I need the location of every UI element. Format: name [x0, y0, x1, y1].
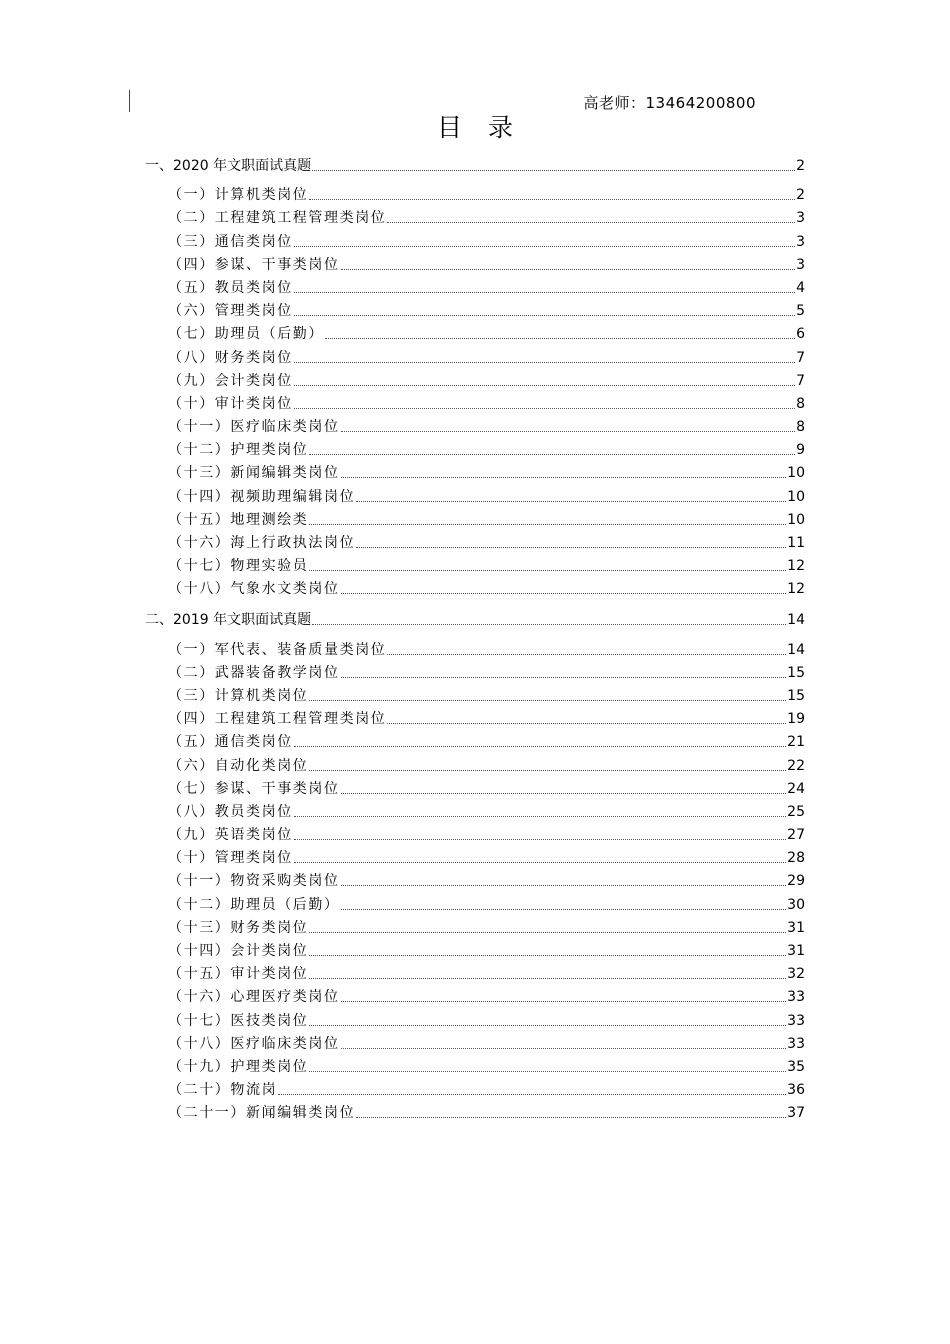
- toc-entry[interactable]: [145, 412, 805, 435]
- toc-entry[interactable]: [145, 866, 805, 889]
- toc-page-number: 4: [796, 279, 805, 296]
- toc-page-number: 24: [787, 780, 805, 797]
- toc-entry-label: （八）财务类岗位: [168, 349, 293, 366]
- toc-entry-label: （五）教员类岗位: [168, 279, 293, 296]
- toc-entry[interactable]: [145, 505, 805, 528]
- toc-entry[interactable]: [145, 889, 805, 912]
- toc-entry[interactable]: [145, 528, 805, 551]
- toc-page-number: 36: [787, 1082, 805, 1099]
- toc-entry[interactable]: [145, 913, 805, 936]
- toc-entry[interactable]: [145, 342, 805, 365]
- toc-page-number: 10: [787, 488, 805, 505]
- toc-page-number: 29: [787, 873, 805, 890]
- toc-entry[interactable]: [145, 634, 805, 657]
- toc-entry-label: （九）英语类岗位: [168, 827, 293, 844]
- toc-page-number: 21: [787, 734, 805, 751]
- toc-entry[interactable]: [145, 1052, 805, 1075]
- toc-dot-leader: [341, 909, 787, 910]
- toc-dot-leader: [356, 1117, 786, 1118]
- toc-entry-label: （三）计算机类岗位: [168, 687, 309, 704]
- toc-dot-leader: [309, 570, 786, 571]
- toc-page-number: 27: [787, 827, 805, 844]
- toc-page-number: 7: [796, 372, 805, 389]
- toc-dot-leader: [309, 978, 786, 979]
- toc-entry[interactable]: [145, 366, 805, 389]
- toc-entry[interactable]: [145, 226, 805, 249]
- toc-entry-label: （十二）助理员（后勤）: [168, 896, 340, 913]
- margin-mark: [129, 90, 130, 112]
- toc-entry[interactable]: [145, 681, 805, 704]
- toc-entry-label: （十八）医疗临床类岗位: [168, 1035, 340, 1052]
- toc-entry[interactable]: [145, 727, 805, 750]
- toc-page-number: 31: [787, 943, 805, 959]
- toc-entry[interactable]: [145, 389, 805, 412]
- toc-entry[interactable]: [145, 250, 805, 273]
- toc-section-heading[interactable]: [145, 150, 805, 174]
- toc-page-number: 2: [796, 158, 805, 174]
- toc-entry-label: （七）助理员（后勤）: [168, 326, 324, 343]
- toc-dot-leader: [309, 524, 786, 525]
- toc-dot-leader: [356, 501, 786, 502]
- toc-entry[interactable]: [145, 658, 805, 681]
- toc-dot-leader: [309, 700, 786, 701]
- toc-page-number: 5: [796, 303, 805, 320]
- toc-page-number: 3: [796, 210, 805, 227]
- toc-dot-leader: [341, 477, 787, 478]
- toc-page-number: 15: [787, 687, 805, 704]
- toc-dot-leader: [294, 246, 795, 247]
- toc-entry-label: （二十）物流岗: [168, 1082, 278, 1099]
- toc-entry-label: （十四）视频助理编辑岗位: [168, 488, 356, 505]
- toc-page-number: 33: [787, 1012, 805, 1029]
- toc-dot-leader: [312, 170, 795, 171]
- toc-entry[interactable]: [145, 820, 805, 843]
- toc-entry[interactable]: [145, 843, 805, 866]
- toc-entry-label: （八）教员类岗位: [168, 803, 293, 820]
- toc-entry-label: （十五）地理测绘类: [168, 511, 309, 528]
- toc-page-number: 12: [787, 558, 805, 575]
- toc-dot-leader: [294, 315, 795, 316]
- toc-entry[interactable]: [145, 296, 805, 319]
- toc-page-number: 15: [787, 664, 805, 681]
- toc-entry[interactable]: [145, 203, 805, 226]
- toc-entry[interactable]: [145, 1098, 805, 1121]
- toc-page-number: 25: [787, 803, 805, 820]
- toc-dot-leader: [309, 1071, 786, 1072]
- toc-dot-leader: [278, 1094, 786, 1095]
- toc-dot-leader: [309, 1025, 786, 1026]
- toc-entry-label: 一、2020 年文职面试真题: [145, 158, 312, 174]
- toc-page-number: 6: [796, 326, 805, 343]
- toc-dot-leader: [341, 269, 795, 270]
- toc-entry[interactable]: [145, 551, 805, 574]
- toc-dot-leader: [387, 222, 795, 223]
- toc-entry-label: （十）管理类岗位: [168, 850, 293, 867]
- toc-dot-leader: [294, 292, 795, 293]
- toc-page-number: 8: [796, 419, 805, 436]
- toc-entry-label: （三）通信类岗位: [168, 233, 293, 250]
- toc-dot-leader: [294, 746, 786, 747]
- toc-page-number: 2: [796, 187, 805, 204]
- toc-entry[interactable]: [145, 273, 805, 296]
- toc-dot-leader: [387, 654, 786, 655]
- toc-entry[interactable]: [145, 1075, 805, 1098]
- toc-section: [145, 150, 805, 597]
- toc-entry-label: （十七）物理实验员: [168, 558, 309, 575]
- toc-dot-leader: [294, 408, 795, 409]
- toc-page-number: 35: [787, 1058, 805, 1075]
- toc-entry[interactable]: [145, 774, 805, 797]
- toc-page-number: 12: [787, 581, 805, 598]
- toc-page-number: 19: [787, 711, 805, 728]
- toc-page-number: 9: [796, 442, 805, 459]
- toc-entry[interactable]: [145, 936, 805, 959]
- toc-dot-leader: [341, 677, 787, 678]
- toc-dot-leader: [294, 862, 786, 863]
- toc-entry[interactable]: [145, 180, 805, 203]
- toc-dot-leader: [309, 454, 795, 455]
- toc-entry[interactable]: [145, 982, 805, 1005]
- toc-page-number: 8: [796, 395, 805, 412]
- toc-dot-leader: [309, 955, 786, 956]
- toc-dot-leader: [341, 593, 787, 594]
- toc-entry[interactable]: [145, 481, 805, 504]
- toc-page-number: 14: [787, 612, 805, 629]
- toc-entry[interactable]: [145, 574, 805, 597]
- toc-entry-label: （十三）财务类岗位: [168, 919, 309, 936]
- toc-entry[interactable]: [145, 797, 805, 820]
- toc-dot-leader: [294, 816, 786, 817]
- toc-entry-label: （一）计算机类岗位: [168, 187, 309, 204]
- page-title: 目录: [436, 113, 539, 142]
- toc-entry[interactable]: [145, 1029, 805, 1052]
- toc-dot-leader: [356, 547, 786, 548]
- toc-page-number: 28: [787, 850, 805, 867]
- toc-entry-label: （十四）会计类岗位: [168, 943, 309, 959]
- toc-entry-label: （十一）物资采购类岗位: [168, 873, 340, 890]
- toc-dot-leader: [387, 723, 786, 724]
- toc-entry-label: （十二）护理类岗位: [168, 442, 309, 459]
- toc-page-number: 22: [787, 757, 805, 774]
- toc-entry[interactable]: [145, 750, 805, 773]
- toc-page-number: 3: [796, 233, 805, 250]
- toc-entry-label: （四）参谋、干事类岗位: [168, 256, 340, 273]
- toc-entry-label: （十六）海上行政执法岗位: [168, 535, 356, 551]
- toc-page-number: 33: [787, 1035, 805, 1052]
- toc-entry-label: （五）通信类岗位: [168, 734, 293, 751]
- toc-entry-label: （十六）心理医疗类岗位: [168, 989, 340, 1006]
- toc-page-number: 10: [787, 465, 805, 482]
- toc-entry[interactable]: [145, 704, 805, 727]
- section-gap: [145, 597, 805, 604]
- toc-dot-leader: [341, 1001, 787, 1002]
- toc-dot-leader: [341, 885, 787, 886]
- toc-entry-label: （四）工程建筑工程管理类岗位: [168, 711, 387, 728]
- toc-entry-label: （七）参谋、干事类岗位: [168, 780, 340, 797]
- toc-page-number: 11: [787, 535, 805, 551]
- toc-entry-label: （十八）气象水文类岗位: [168, 581, 340, 598]
- toc-dot-leader: [341, 1048, 787, 1049]
- header-contact: 高老师：13464200800: [583, 94, 756, 112]
- toc-section-heading[interactable]: [145, 604, 805, 628]
- toc-entry-label: （十九）护理类岗位: [168, 1058, 309, 1075]
- toc-entry-label: （一）军代表、装备质量类岗位: [168, 641, 387, 658]
- toc-entry[interactable]: [145, 319, 805, 342]
- toc-entry-label: （十七）医技类岗位: [168, 1012, 309, 1029]
- toc-entry-label: （二）工程建筑工程管理类岗位: [168, 210, 387, 227]
- toc-entry-label: （十五）审计类岗位: [168, 966, 309, 983]
- table-of-contents: [145, 150, 805, 1121]
- toc-dot-leader: [309, 199, 795, 200]
- toc-section: [145, 604, 805, 1121]
- toc-dot-leader: [309, 932, 786, 933]
- toc-dot-leader: [294, 385, 795, 386]
- toc-dot-leader: [312, 624, 786, 625]
- toc-entry[interactable]: [145, 435, 805, 458]
- toc-page-number: 10: [787, 511, 805, 528]
- toc-dot-leader: [294, 362, 795, 363]
- toc-page-number: 33: [787, 989, 805, 1006]
- toc-entry[interactable]: [145, 1005, 805, 1028]
- toc-entry-label: （二十一）新闻编辑类岗位: [168, 1105, 356, 1122]
- toc-entry-label: （十三）新闻编辑类岗位: [168, 465, 340, 482]
- toc-entry[interactable]: [145, 458, 805, 481]
- toc-dot-leader: [341, 793, 787, 794]
- toc-dot-leader: [341, 431, 795, 432]
- toc-entry-label: （十一）医疗临床类岗位: [168, 419, 340, 436]
- toc-page-number: 31: [787, 919, 805, 936]
- toc-page-number: 32: [787, 966, 805, 983]
- toc-dot-leader: [325, 338, 795, 339]
- toc-entry-label: （六）自动化类岗位: [168, 757, 309, 774]
- toc-entry-label: （二）武器装备教学岗位: [168, 664, 340, 681]
- toc-entry-label: （十）审计类岗位: [168, 395, 293, 412]
- toc-page-number: 14: [787, 641, 805, 658]
- toc-dot-leader: [309, 770, 786, 771]
- toc-entry[interactable]: [145, 959, 805, 982]
- toc-dot-leader: [294, 839, 786, 840]
- toc-entry-label: （九）会计类岗位: [168, 372, 293, 389]
- toc-entry-label: （六）管理类岗位: [168, 303, 293, 320]
- toc-page-number: 30: [787, 896, 805, 913]
- toc-entry-label: 二、2019 年文职面试真题: [145, 612, 312, 629]
- toc-page-number: 3: [796, 256, 805, 273]
- toc-page-number: 7: [796, 349, 805, 366]
- toc-page-number: 37: [787, 1105, 805, 1122]
